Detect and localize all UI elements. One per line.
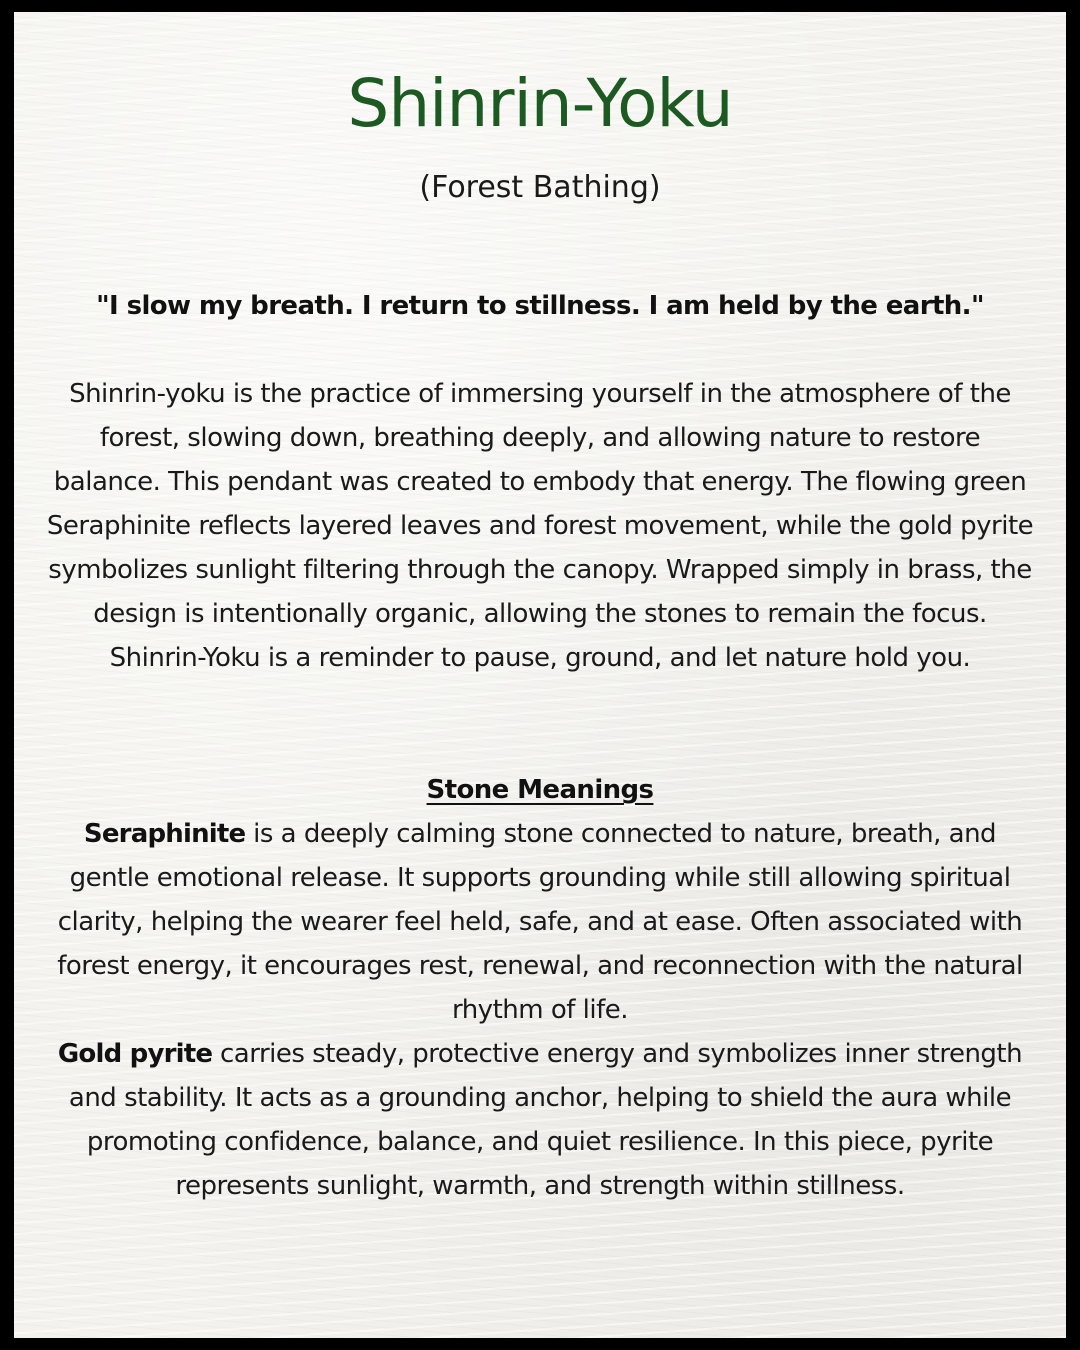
seraphinite-paragraph — [44, 812, 1036, 1032]
affirmation-quote: "I slow my breath. I return to stillness. I am held by the earth." — [96, 291, 984, 321]
stone-meanings-heading: Stone Meanings — [426, 775, 654, 805]
page-subtitle: (Forest Bathing) — [419, 170, 661, 205]
description-paragraph: Shinrin-yoku is the practice of immersing yourself in the atmosphere of the forest, slowing down, breathing deeply, and allowing nature to restore balance. This pendant was created to embody that energy. The flowing green Seraphinite reflects layered leaves and forest movement, while the gold pyrite symbolizes sunlight filtering through the canopy. Wrapped simply in brass, the design is intentionally organic, allowing the stones to remain the focus. Shinrin-Yoku is a reminder to pause, ground, and let nature hold you. — [46, 379, 1034, 673]
seraphinite-text: is a deeply calming stone connected to nature, breath, and gentle emotional release. It supports grounding while still allowing spiritual clarity, helping the wearer feel held, safe, and at ease. Often associated with forest energy, it encourages rest, renewal, and reconnection with the natural rhythm of life. — [57, 819, 1023, 1025]
paper-card — [14, 12, 1066, 1338]
page-title: Shinrin-Yoku — [347, 65, 733, 142]
seraphinite-name: Seraphinite — [83, 819, 246, 849]
gold-pyrite-name: Gold pyrite — [57, 1039, 213, 1069]
gold-pyrite-paragraph — [44, 1032, 1036, 1208]
gold-pyrite-text: carries steady, protective energy and symbolizes inner strength and stability. It acts as a grounding anchor, helping to shield the aura while promoting confidence, balance, and quiet resilience. In this piece, pyrite represents sunlight, warmth, and strength within stillness. — [68, 1039, 1023, 1201]
